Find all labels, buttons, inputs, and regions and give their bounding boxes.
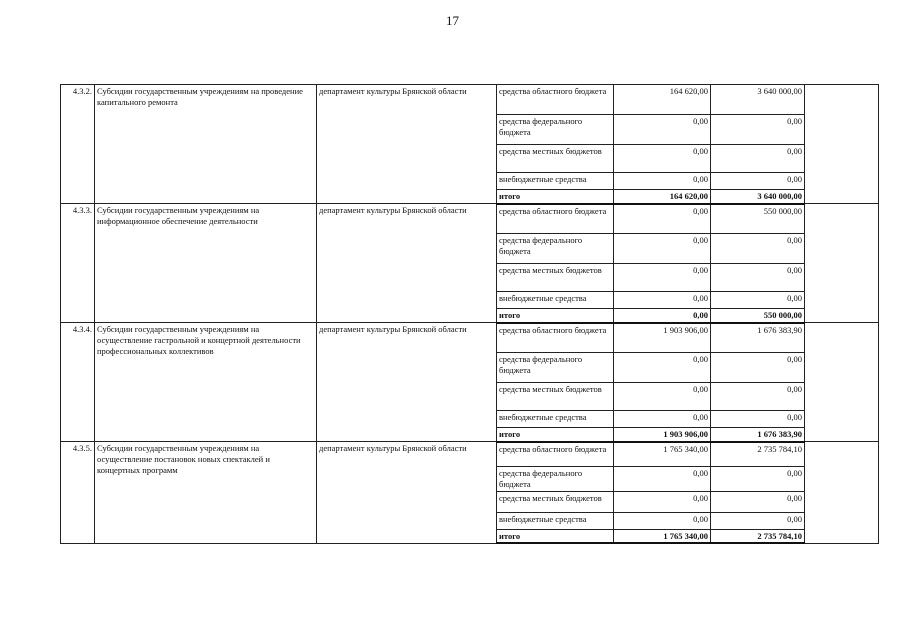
amount-col-2: 0,00	[711, 353, 805, 383]
amount-col-2: 2 735 784,10	[711, 442, 805, 467]
funding-source: средства местных бюджетов	[497, 264, 614, 292]
funding-source: итого	[497, 190, 614, 204]
table-body	[61, 85, 879, 544]
funding-source: средства федерального бюджета	[497, 234, 614, 264]
table-row	[61, 323, 879, 353]
section-executor: департамент культуры Брянской области	[317, 323, 497, 442]
section-code: 4.3.4.	[61, 323, 95, 442]
amount-col-1: 0,00	[614, 292, 711, 309]
funding-source: средства местных бюджетов	[497, 383, 614, 411]
amount-col-1: 0,00	[614, 173, 711, 190]
funding-source: средства областного бюджета	[497, 85, 614, 115]
section-code: 4.3.3.	[61, 204, 95, 323]
amount-col-2: 1 676 383,90	[711, 428, 805, 442]
amount-col-1: 1 765 340,00	[614, 442, 711, 467]
funding-source: средства областного бюджета	[497, 442, 614, 467]
amount-col-1: 0,00	[614, 353, 711, 383]
amount-col-1: 1 903 906,00	[614, 428, 711, 442]
amount-col-2: 0,00	[711, 491, 805, 512]
amount-col-1: 0,00	[614, 383, 711, 411]
amount-col-1: 0,00	[614, 264, 711, 292]
table-row	[61, 442, 879, 467]
funding-source: средства федерального бюджета	[497, 467, 614, 491]
funding-source: итого	[497, 529, 614, 543]
amount-col-2: 550 000,00	[711, 204, 805, 234]
amount-col-2: 550 000,00	[711, 309, 805, 323]
amount-col-2: 1 676 383,90	[711, 323, 805, 353]
amount-col-2: 0,00	[711, 234, 805, 264]
section-title: Субсидии государственным учреждениям на проведение капитального ремонта	[95, 85, 317, 204]
empty-column-cell	[805, 323, 879, 442]
empty-column-cell	[805, 442, 879, 543]
amount-col-1: 0,00	[614, 234, 711, 264]
budget-table	[60, 84, 879, 544]
amount-col-1: 164 620,00	[614, 85, 711, 115]
section-title: Субсидии государственным учреждениям на осуществление постановок новых спектаклей и концертных программ	[95, 442, 317, 543]
section-code: 4.3.2.	[61, 85, 95, 204]
section-title: Субсидии государственным учреждениям на информационное обеспечение деятельности	[95, 204, 317, 323]
funding-source: средства федерального бюджета	[497, 353, 614, 383]
funding-source: средства местных бюджетов	[497, 491, 614, 512]
amount-col-2: 0,00	[711, 467, 805, 491]
section-executor: департамент культуры Брянской области	[317, 85, 497, 204]
section-executor: департамент культуры Брянской области	[317, 204, 497, 323]
section-title: Субсидии государственным учреждениям на осуществление гастрольной и концертной деятельности профессиональных коллективов	[95, 323, 317, 442]
funding-source: внебюджетные средства	[497, 292, 614, 309]
funding-source: средства областного бюджета	[497, 204, 614, 234]
amount-col-2: 0,00	[711, 383, 805, 411]
amount-col-1: 0,00	[614, 309, 711, 323]
amount-col-2: 0,00	[711, 145, 805, 173]
amount-col-2: 2 735 784,10	[711, 529, 805, 543]
empty-column-cell	[805, 85, 879, 204]
funding-source: внебюджетные средства	[497, 512, 614, 529]
section-executor: департамент культуры Брянской области	[317, 442, 497, 543]
funding-source: внебюджетные средства	[497, 173, 614, 190]
amount-col-2: 3 640 000,00	[711, 190, 805, 204]
amount-col-1: 0,00	[614, 204, 711, 234]
amount-col-2: 0,00	[711, 173, 805, 190]
amount-col-1: 0,00	[614, 467, 711, 491]
section-code: 4.3.5.	[61, 442, 95, 543]
amount-col-2: 3 640 000,00	[711, 85, 805, 115]
table-row	[61, 85, 879, 115]
amount-col-2: 0,00	[711, 411, 805, 428]
amount-col-1: 0,00	[614, 512, 711, 529]
amount-col-2: 0,00	[711, 115, 805, 145]
funding-source: средства областного бюджета	[497, 323, 614, 353]
amount-col-1: 164 620,00	[614, 190, 711, 204]
funding-source: итого	[497, 309, 614, 323]
empty-column-cell	[805, 204, 879, 323]
amount-col-1: 1 765 340,00	[614, 529, 711, 543]
funding-source: средства местных бюджетов	[497, 145, 614, 173]
funding-source: внебюджетные средства	[497, 411, 614, 428]
page-number: 17	[446, 13, 459, 28]
funding-source: средства федерального бюджета	[497, 115, 614, 145]
amount-col-1: 0,00	[614, 491, 711, 512]
amount-col-2: 0,00	[711, 264, 805, 292]
amount-col-1: 0,00	[614, 115, 711, 145]
amount-col-1: 1 903 906,00	[614, 323, 711, 353]
amount-col-2: 0,00	[711, 292, 805, 309]
amount-col-1: 0,00	[614, 145, 711, 173]
funding-source: итого	[497, 428, 614, 442]
table-row	[61, 204, 879, 234]
amount-col-2: 0,00	[711, 512, 805, 529]
amount-col-1: 0,00	[614, 411, 711, 428]
